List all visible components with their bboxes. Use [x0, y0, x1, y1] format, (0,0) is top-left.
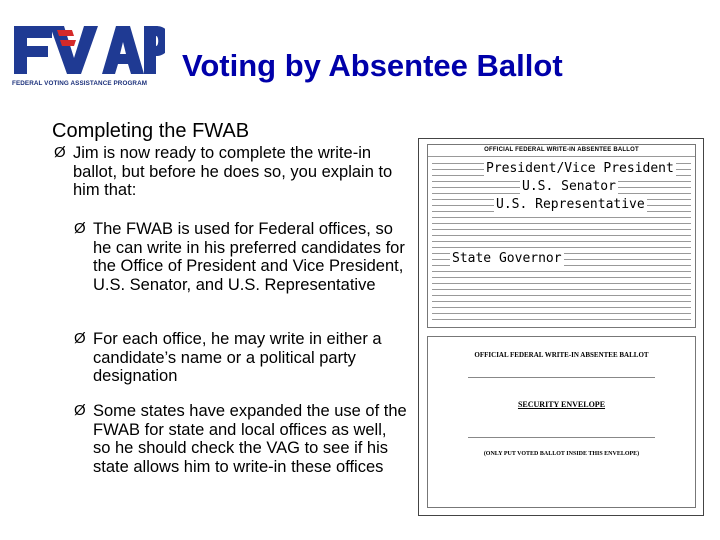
fwab-form-image [418, 138, 704, 516]
bullet-arrow-icon: Ø [74, 402, 86, 419]
envelope-section: SECURITY ENVELOPE [517, 400, 606, 409]
handwritten-office: State Governor [452, 251, 562, 266]
security-envelope [427, 336, 696, 508]
handwritten-office: U.S. Representative [496, 197, 645, 212]
ballot-form [427, 144, 696, 328]
logo-subtext: FEDERAL VOTING ASSISTANCE PROGRAM [12, 80, 148, 87]
handwritten-office: U.S. Senator [522, 179, 616, 194]
bullet-item [74, 330, 408, 386]
bullet-arrow-icon: Ø [74, 220, 86, 237]
bullet-item [74, 402, 408, 476]
handwritten-office: President/Vice President [486, 161, 674, 176]
fvap-logo-mark [10, 20, 165, 78]
bullet-arrow-icon: Ø [54, 144, 66, 161]
bullet-item [74, 220, 408, 294]
envelope-note: (ONLY PUT VOTED BALLOT INSIDE THIS ENVELOPE) [483, 451, 640, 457]
slide-title: Voting by Absentee Ballot [182, 48, 563, 83]
bullet-text: Jim is now ready to complete the write-in ballot, but before he does so, you explain to him that: [73, 144, 393, 199]
envelope-rule [468, 377, 655, 378]
fvap-logo [10, 20, 165, 95]
bullet-text: The FWAB is used for Federal offices, so he can write in his preferred candidates for the Office of President and Vice President, U.S. Senator, and U.S. Representative [93, 220, 405, 294]
bullet-text: For each office, he may write in either a candidate’s name or a political party designation [93, 330, 382, 385]
bullet-text: Some states have expanded the use of the FWAB for state and local offices as well, so he should check the VAG to see if his state allows him to write-in these offices [93, 402, 407, 476]
bullet-arrow-icon: Ø [74, 330, 86, 347]
envelope-rule [468, 437, 655, 438]
bullet-item [54, 144, 403, 200]
envelope-title: OFFICIAL FEDERAL WRITE-IN ABSENTEE BALLOT [474, 351, 649, 359]
section-subtitle: Completing the FWAB [52, 120, 250, 142]
ballot-header: OFFICIAL FEDERAL WRITE-IN ABSENTEE BALLOT [428, 145, 695, 157]
